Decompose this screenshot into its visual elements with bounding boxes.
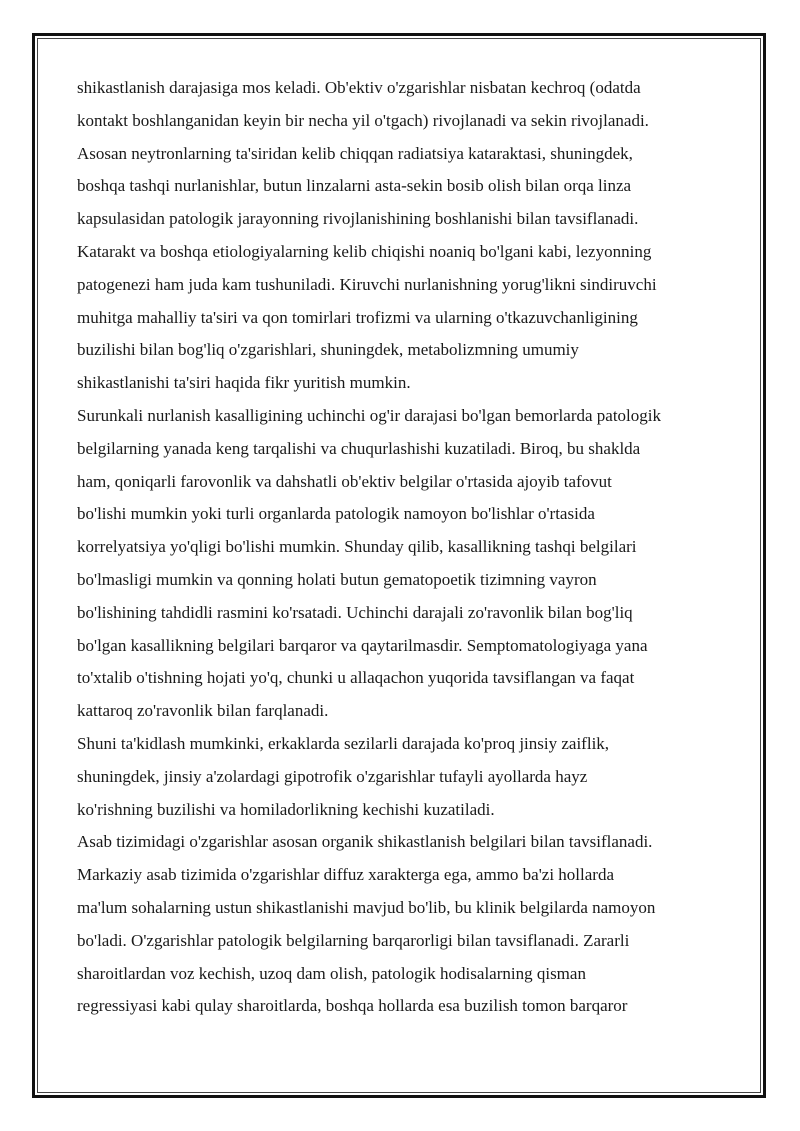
text-line: kattaroq zo'ravonlik bilan farqlanadi. <box>77 701 329 721</box>
text-line: belgilarning yanada keng tarqalishi va chuqurlashishi kuzatiladi. Biroq, bu shaklda <box>77 438 641 458</box>
text-line: bo'lgan kasallikning belgilari barqaror va qaytarilmasdir. Semptomatologiyaga yana <box>77 635 648 655</box>
text-line: Markaziy asab tizimida o'zgarishlar diffuz xarakterga ega, ammo ba'zi hollarda <box>77 865 614 885</box>
text-line: to'xtalib o'tishning hojati yo'q, chunki u allaqachon yuqorida tavsiflangan va faqat <box>77 668 635 688</box>
text-line: bo'lishi mumkin yoki turli organlarda patologik namoyon bo'lishlar o'rtasida <box>77 504 595 524</box>
text-line: Asosan neytronlarning ta'siridan kelib chiqqan radiatsiya kataraktasi, shuningdek, <box>77 143 633 163</box>
text-line: bo'lmasligi mumkin va qonning holati butun gematopoetik tizimning vayron <box>77 569 597 589</box>
text-line: sharoitlardan voz kechish, uzoq dam olish, patologik hodisalarning qisman <box>77 963 586 983</box>
text-line: regressiyasi kabi qulay sharoitlarda, boshqa hollarda esa buzilish tomon barqaror <box>77 996 628 1016</box>
text-line: shikastlanishi ta'siri haqida fikr yuritish mumkin. <box>77 373 411 393</box>
text-line: Katarakt va boshqa etiologiyalarning kelib chiqishi noaniq bo'lgani kabi, lezyonning <box>77 241 652 261</box>
text-line: bo'lishining tahdidli rasmini ko'rsatadi. Uchinchi darajali zo'ravonlik bilan bog'liq <box>77 602 633 622</box>
document-body <box>77 72 727 1023</box>
text-line: ma'lum sohalarning ustun shikastlanishi mavjud bo'lib, bu klinik belgilarda namoyon <box>77 897 656 917</box>
text-line: bo'ladi. O'zgarishlar patologik belgilarning barqarorligi bilan tavsiflanadi. Zararli <box>77 930 630 950</box>
text-line: Asab tizimidagi o'zgarishlar asosan organik shikastlanish belgilari bilan tavsiflanadi. <box>77 832 653 852</box>
text-line: muhitga mahalliy ta'siri va qon tomirlari trofizmi va ularning o'tkazuvchanligining <box>77 307 638 327</box>
text-line: boshqa tashqi nurlanishlar, butun linzalarni asta-sekin bosib olish bilan orqa linza <box>77 176 632 196</box>
text-line: ham, qoniqarli farovonlik va dahshatli ob'ektiv belgilar o'rtasida ajoyib tafovut <box>77 471 612 491</box>
text-line: kapsulasidan patologik jarayonning rivojlanishining boshlanishi bilan tavsiflanadi. <box>77 209 639 229</box>
text-line: patogenezi ham juda kam tushuniladi. Kiruvchi nurlanishning yorug'likni sindiruvchi <box>77 274 657 294</box>
text-line: shikastlanish darajasiga mos keladi. Ob'ektiv o'zgarishlar nisbatan kechroq (odatda <box>77 78 641 97</box>
text-line: korrelyatsiya yo'qligi bo'lishi mumkin. Shunday qilib, kasallikning tashqi belgilari <box>77 537 637 557</box>
text-line: kontakt boshlanganidan keyin bir necha yil o'tgach) rivojlanadi va sekin rivojlanadi. <box>77 110 649 130</box>
text-line: Shuni ta'kidlash mumkinki, erkaklarda sezilarli darajada ko'proq jinsiy zaiflik, <box>77 733 610 753</box>
text-line: ko'rishning buzilishi va homiladorlikning kechishi kuzatiladi. <box>77 799 495 819</box>
text-line: Surunkali nurlanish kasalligining uchinchi og'ir darajasi bo'lgan bemorlarda patologik <box>77 405 661 425</box>
text-line: buzilishi bilan bog'liq o'zgarishlari, shuningdek, metabolizmning umumiy <box>77 340 579 360</box>
text-line: shuningdek, jinsiy a'zolardagi gipotrofik o'zgarishlar tufayli ayollarda hayz <box>77 766 588 786</box>
